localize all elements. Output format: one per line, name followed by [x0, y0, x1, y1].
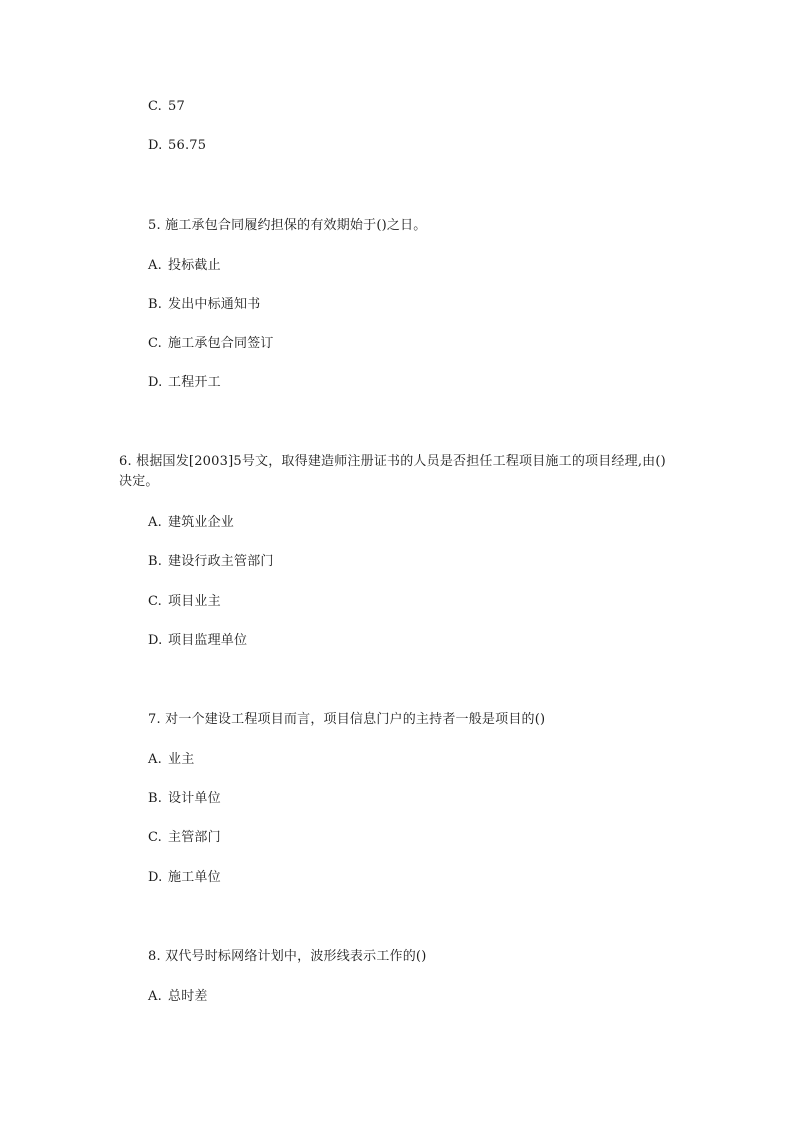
option-item [148, 336, 274, 352]
question-stem: 8. 双代号时标网络计划中，波形线表示工作的() [148, 949, 427, 964]
option-item [148, 594, 221, 610]
option-text: 建筑业企业 [168, 515, 235, 530]
option-letter: B. [148, 297, 163, 312]
option-text: 56.75 [168, 138, 207, 153]
option-item [148, 633, 247, 649]
option-letter: A. [148, 752, 162, 767]
option-letter: D. [148, 375, 163, 390]
question-stem: 5. 施工承包合同履约担保的有效期始于()之日。 [148, 218, 427, 233]
option-item [148, 515, 234, 531]
option-letter: A. [148, 515, 162, 530]
option-letter: B. [148, 554, 163, 569]
option-text: 施工单位 [168, 870, 221, 885]
option-letter: A. [148, 258, 162, 273]
option-item [148, 989, 208, 1005]
option-text: 57 [168, 99, 185, 114]
option-letter: C. [148, 99, 163, 114]
option-item [148, 258, 221, 274]
option-text: 投标截止 [168, 258, 221, 273]
option-item [148, 830, 221, 846]
option-text: 主管部门 [168, 830, 221, 845]
option-text: 发出中标通知书 [168, 297, 261, 312]
option-item [148, 554, 274, 570]
option-item [148, 99, 185, 115]
option-item [148, 138, 206, 154]
option-item [148, 375, 221, 391]
option-item [148, 791, 221, 807]
option-text: 总时差 [168, 989, 208, 1004]
option-letter: D. [148, 138, 163, 153]
option-text: 业主 [168, 752, 195, 767]
option-text: 项目监理单位 [168, 633, 248, 648]
option-letter: D. [148, 633, 163, 648]
option-letter: D. [148, 870, 163, 885]
option-letter: B. [148, 791, 163, 806]
question-stem: 7. 对一个建设工程项目而言，项目信息门户的主持者一般是项目的() [148, 712, 546, 727]
option-letter: C. [148, 594, 163, 609]
option-letter: C. [148, 336, 163, 351]
option-item [148, 752, 194, 768]
option-text: 施工承包合同签订 [168, 336, 274, 351]
option-text: 工程开工 [168, 375, 221, 390]
option-letter: C. [148, 830, 163, 845]
question-stem: 6. 根据国发[2003]5号文，取得建造师注册证书的人员是否担任工程项目施工的项目经理,由()决定。 [119, 454, 666, 489]
option-text: 项目业主 [168, 594, 221, 609]
option-item [148, 297, 260, 313]
option-letter: A. [148, 989, 162, 1004]
option-text: 建设行政主管部门 [168, 554, 274, 569]
option-text: 设计单位 [168, 791, 221, 806]
option-item [148, 870, 221, 886]
